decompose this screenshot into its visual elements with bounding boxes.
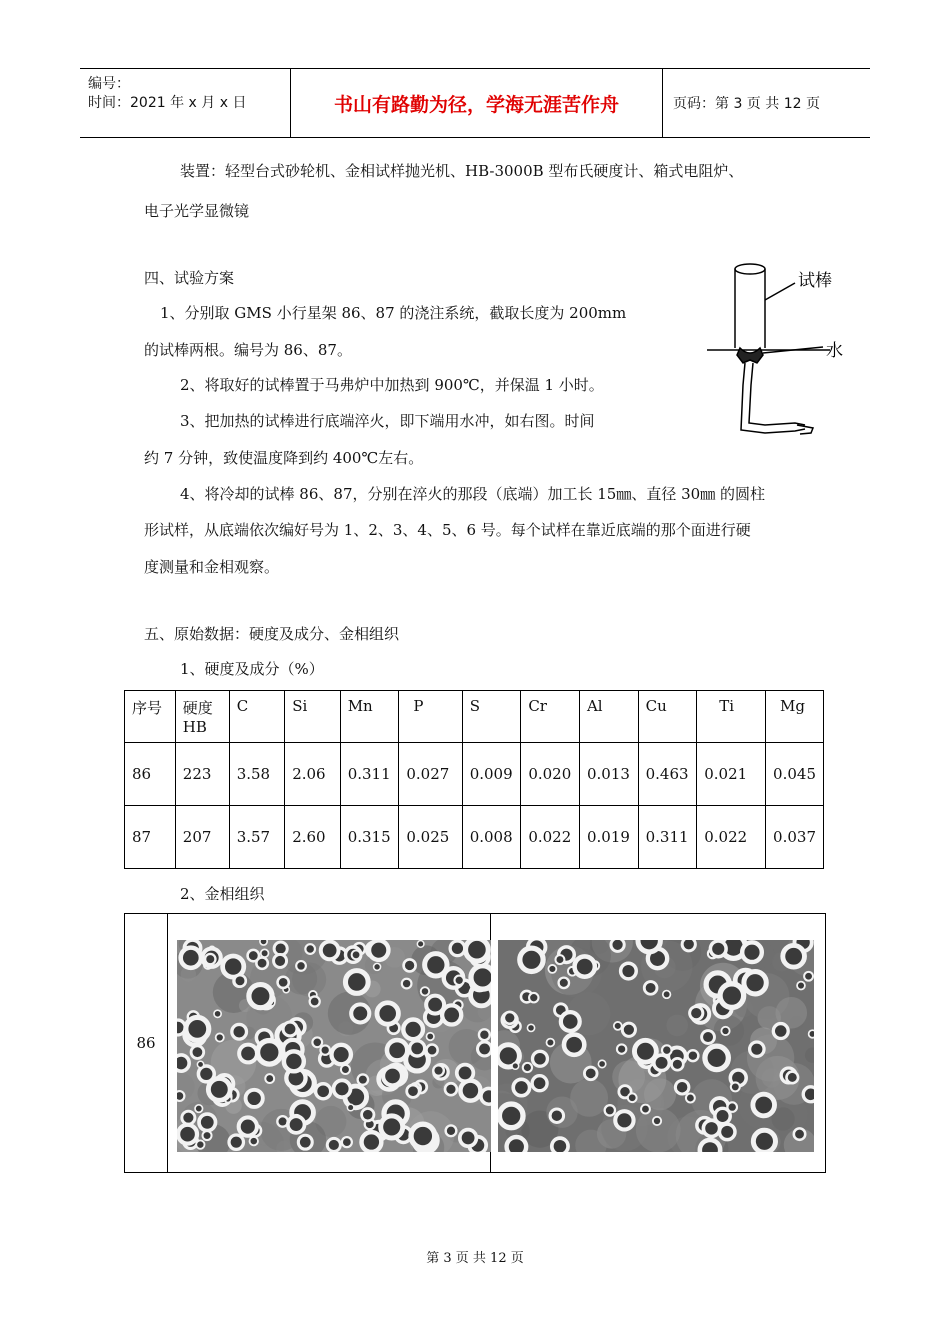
section4-item3b: 约 7 分钟，致使温度降到约 400℃左右。 [144,449,424,467]
graphite-nodule [499,1104,523,1128]
header-motto: 书山有路勤为径，学海无涯苦作舟 [291,69,663,137]
cell: 0.311 [638,806,697,869]
cell: 3.58 [229,743,285,806]
section4-item1b: 的试棒两根。编号为 86、87。 [144,341,352,359]
graphite-nodule [265,1074,274,1083]
graphite-nodule [797,982,805,990]
graphite-nodule [426,1045,437,1056]
graphite-nodule [186,1017,209,1040]
cell: 207 [175,806,229,869]
th-seq: 序号 [125,691,176,743]
graphite-nodule [615,1111,633,1129]
graphite-nodule [239,1045,257,1063]
graphite-nodule [584,1067,597,1080]
th-ti: Ti [697,691,766,743]
graphite-nodule [404,959,416,971]
th-mn: Mn [340,691,399,743]
composition-table [124,690,824,869]
graphite-nodule [199,1114,215,1130]
graphite-nodule [478,1042,491,1056]
graphite-nodule [471,966,491,989]
graphite-nodule [248,950,259,961]
graphite-nodule [662,1045,672,1055]
graphite-nodule [523,1063,532,1072]
graphite-nodule [663,991,671,999]
graphite-nodule [450,941,465,956]
graphite-nodule [561,1012,580,1031]
graphite-nodule [345,971,368,994]
graphite-nodule [421,987,429,995]
th-cr: Cr [521,691,580,743]
th-si: Si [285,691,341,743]
graphite-nodule [208,1078,230,1100]
graphite-nodule [374,963,381,970]
graphite-nodule [177,1091,184,1101]
graphite-nodule [327,1138,340,1151]
graphite-nodule [460,1130,477,1147]
graphite-nodule [731,1082,740,1091]
graphite-nodule [258,1041,282,1065]
graphite-nodule [783,945,805,967]
graphite-nodule [622,1023,635,1036]
graphite-nodule [362,1132,382,1152]
section4-title: 四、试验方案 [144,269,235,287]
section4-item2: 2、将取好的试棒置于马弗炉中加热到 900℃，并保温 1 小时。 [180,376,604,394]
label-rod: 试棒 [798,271,832,291]
graphite-nodule [559,978,569,988]
table-row [125,743,824,806]
graphite-nodule [214,1010,221,1017]
graphite-nodule [466,940,489,961]
micrograph-grain [636,1108,681,1152]
graphite-nodule [177,1055,189,1071]
header-page: 页码：第 3 页 共 12 页 [673,96,820,112]
graphite-nodule [598,1060,605,1067]
graphite-nodule [532,1076,547,1091]
cell: 0.020 [521,743,580,806]
graphite-nodule [773,1024,788,1039]
graphite-nodule [411,1124,435,1148]
section5-title: 五、原始数据：硬度及成分、金相组织 [144,625,400,643]
table-row [125,806,824,869]
cell: 0.027 [399,743,462,806]
graphite-nodule [403,1020,423,1040]
th-c: C [229,691,285,743]
graphite-nodule [804,972,813,981]
graphite-nodule [611,940,624,951]
section4-item4b: 形试样，从底端依次编好号为 1、2、3、4、5、6 号。每个试样在靠近底端的那个面进行硬 [144,521,751,539]
graphite-nodule [654,1055,669,1070]
graphite-nodule [331,1045,350,1064]
graphite-nodule [641,1105,650,1114]
graphite-nodule [614,1022,622,1030]
graphite-nodule [702,1031,715,1044]
graphite-nodule [274,954,287,967]
graphite-nodule [342,1137,352,1147]
graphite-nodule [402,979,412,989]
graphite-nodule [638,940,660,952]
page-header [80,68,870,138]
section5-sub1: 1、硬度及成分（%） [180,660,324,678]
cell: 2.06 [285,743,341,806]
graphite-nodule [750,1042,764,1056]
graphite-nodule [457,1065,474,1082]
graphite-nodule [316,1084,331,1099]
graphite-nodule [527,1024,534,1031]
cell: 87 [125,806,176,869]
metallography-table [124,913,826,1173]
graphite-nodule [617,1044,626,1053]
cell: 0.009 [462,743,521,806]
graphite-nodule [351,1004,369,1022]
graphite-nodule [312,1037,322,1047]
graphite-nodule [700,1140,720,1152]
cell: 0.045 [766,743,824,806]
graphite-nodule [605,1105,615,1115]
graphite-nodule [672,1058,684,1070]
graphite-nodule [203,1131,212,1140]
label-water: 水 [826,341,843,361]
micrograph-grain [762,1068,781,1087]
graphite-nodule [721,1027,729,1035]
graphite-nodule [352,950,361,959]
cell: 0.013 [579,743,638,806]
graphite-nodule [644,982,657,995]
graphite-nodule [548,965,556,973]
graphite-nodule [196,1140,204,1148]
metallography-sample-label: 86 [125,914,168,1172]
graphite-nodule [533,1051,548,1066]
graphite-nodule [675,1080,689,1094]
graphite-nodule [377,1003,398,1024]
section4-item4c: 度测量和金相观察。 [144,558,280,576]
graphite-nodule [744,972,766,994]
graphite-nodule [362,1109,374,1121]
graphite-nodule [387,1040,407,1060]
graphite-nodule [529,993,538,1002]
graphite-nodule [261,949,269,957]
graphite-nodule [803,1087,814,1102]
graphite-nodule [546,1039,554,1047]
page-footer: 第 3 页 共 12 页 [426,1251,524,1266]
graphite-nodule [310,996,320,1006]
cell: 86 [125,743,176,806]
graphite-nodule [321,942,339,960]
graphite-nodule [710,941,726,957]
graphite-nodule [334,1080,351,1097]
section4-item1a: 1、分别取 GMS 小行星架 86、87 的浇注系统，截取长度为 200mm [160,304,627,322]
cell: 0.311 [340,743,399,806]
graphite-nodule [284,1051,304,1071]
graphite-nodule [296,961,306,971]
graphite-nodule [205,954,215,964]
graphite-nodule [182,1111,195,1124]
graphite-nodule [653,1117,661,1125]
graphite-nodule [417,941,424,948]
apparatus-line1: 装置：轻型台式砂轮机、金相试样抛光机、HB-3000B 型布氏硬度计、箱式电阻炉、 [180,162,744,180]
graphite-nodule [460,1081,480,1101]
graphite-nodule [260,940,267,945]
graphite-nodule [445,1083,457,1095]
th-s: S [462,691,521,743]
th-cu: Cu [638,691,697,743]
graphite-nodule [197,1061,203,1067]
graphite-nodule [687,1050,698,1061]
section4-item3a: 3、把加热的试棒进行底端淬火，即下端用水冲，如右图。时间 [180,412,595,430]
graphite-nodule [250,1137,258,1145]
graphite-nodule [564,1035,584,1055]
graphite-nodule [454,976,463,985]
graphite-nodule [442,1005,461,1024]
graphite-nodule [507,1137,527,1152]
graphite-nodule [234,975,246,987]
graphite-nodule [246,1090,263,1107]
cell: 0.315 [340,806,399,869]
th-p: P [399,691,462,743]
graphite-nodule [481,1088,491,1104]
graphite-nodule [550,1109,564,1123]
graphite-nodule [504,1012,516,1024]
graphite-nodule [426,1033,434,1041]
micrograph-grain [570,1079,608,1117]
micrograph-right [498,940,814,1152]
graphite-nodule [786,1072,798,1084]
graphite-nodule [278,977,289,988]
cell: 0.008 [462,806,521,869]
section5-sub2: 2、金相组织 [180,885,265,903]
graphite-nodule [794,1128,805,1139]
cell: 0.022 [521,806,580,869]
quench-diagram [705,255,865,450]
graphite-nodule [410,1041,425,1056]
section4-item4a: 4、将冷却的试棒 86、87，分别在淬火的那段（底端）加工长 15㎜、直径 30㎜ 的圆柱 [180,485,765,503]
header-meta [80,69,291,137]
graphite-nodule [705,1046,728,1069]
graphite-nodule [195,1105,203,1113]
graphite-nodule [690,1006,703,1019]
graphite-nodule [369,940,388,959]
apparatus-line2: 电子光学显微镜 [144,202,250,220]
th-mg: Mg [766,691,824,743]
graphite-nodule [288,1116,305,1133]
graphite-nodule [407,1085,420,1098]
graphite-nodule [249,985,272,1008]
graphite-nodule [191,1046,204,1059]
graphite-nodule [298,1135,312,1149]
cell: 0.463 [638,743,697,806]
graphite-nodule [305,944,315,954]
graphite-nodule [682,940,695,951]
graphite-nodule [628,1093,637,1102]
graphite-nodule [347,1104,354,1111]
graphite-nodule [753,1094,775,1116]
graphite-nodule [232,1024,247,1039]
graphite-nodule [715,1108,730,1123]
graphite-nodule [520,948,543,971]
graphite-nodule [479,1029,490,1040]
graphite-nodule [216,1033,224,1041]
graphite-nodule [552,1138,568,1152]
header-number: 编号： [88,76,130,92]
micrograph-left [177,940,491,1152]
graphite-nodule [742,942,762,962]
graphite-nodule [720,984,744,1008]
graphite-nodule [575,956,595,976]
graphite-nodule [229,1135,243,1149]
cell: 223 [175,743,229,806]
cell: 2.60 [285,806,341,869]
graphite-nodule [320,1045,329,1054]
graphite-nodule [181,948,201,968]
graphite-nodule [621,963,637,979]
micrograph-grain [666,1015,688,1037]
header-time: 时间：2021 年 x 月 x 日 [88,95,247,111]
cell: 3.57 [229,806,285,869]
graphite-nodule [446,1125,457,1136]
graphite-nodule [753,1130,775,1152]
cell: 0.037 [766,806,824,869]
graphite-nodule [381,1116,403,1138]
graphite-nodule [383,1066,402,1085]
th-hb: 硬度 HB [175,691,229,743]
table-header-row [125,691,824,743]
graphite-nodule [686,1094,695,1103]
graphite-nodule [555,955,564,964]
th-al: Al [579,691,638,743]
cell: 0.025 [399,806,462,869]
graphite-nodule [433,1065,444,1076]
graphite-nodule [513,1079,529,1095]
graphite-nodule [283,1022,297,1036]
graphite-nodule [809,1030,814,1038]
graphite-nodule [719,1124,735,1140]
graphite-nodule [358,1074,368,1084]
cell: 0.022 [697,806,766,869]
graphite-nodule [512,1063,519,1070]
graphite-nodule [178,1125,197,1144]
graphite-nodule [239,1117,257,1135]
cell: 0.021 [697,743,766,806]
cell: 0.019 [579,806,638,869]
